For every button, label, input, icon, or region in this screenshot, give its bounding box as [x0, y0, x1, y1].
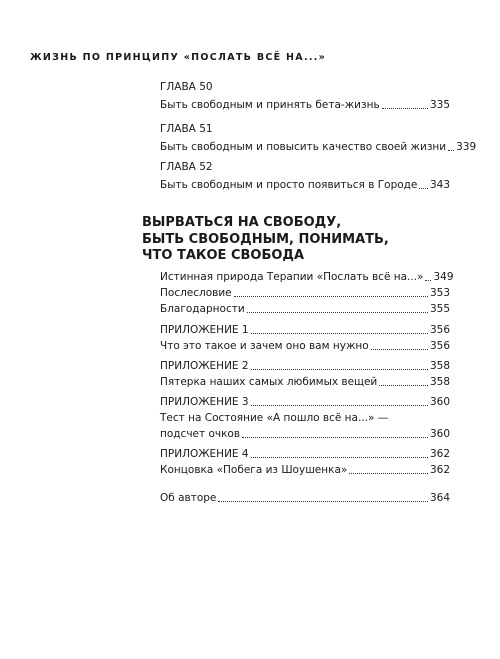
toc-entry-text: Благодарности — [160, 303, 245, 315]
toc-entry-text: Быть свободным и просто появиться в Городе — [160, 179, 418, 191]
page-number: 360 — [429, 428, 450, 440]
toc-entry[interactable] — [160, 445, 450, 461]
toc-entry-text: подсчет очков — [160, 428, 241, 440]
page-number: 339 — [456, 141, 477, 153]
toc-entry[interactable] — [160, 393, 450, 409]
toc-entry-text: Концовка «Побега из Шоушенка» — [160, 464, 348, 476]
part-title-line: БЫТЬ СВОБОДНЫМ, ПОНИМАТЬ, — [142, 231, 389, 247]
toc-about — [160, 489, 450, 505]
appendix-title: ПРИЛОЖЕНИЕ 3 — [160, 396, 249, 408]
toc-entry-text: Послесловие — [160, 287, 232, 299]
page-number: 358 — [429, 360, 450, 372]
page-number: 343 — [429, 179, 450, 191]
toc-entry[interactable] — [160, 284, 450, 300]
dot-leader — [379, 385, 428, 386]
toc-entry-text: Об авторе — [160, 492, 217, 504]
dot-leader — [218, 501, 428, 502]
appendix-title: ПРИЛОЖЕНИЕ 1 — [160, 324, 249, 336]
toc-entry[interactable] — [160, 176, 450, 192]
toc-entry-line[interactable] — [160, 409, 450, 425]
page-number: 356 — [429, 324, 450, 336]
dot-leader — [448, 150, 454, 151]
toc-part-items — [160, 268, 454, 316]
dot-leader — [251, 369, 428, 370]
part-title-line: ВЫРВАТЬСЯ НА СВОБОДУ, — [142, 215, 342, 230]
page-number: 356 — [429, 340, 450, 352]
toc-entry[interactable] — [160, 138, 477, 154]
toc-entry[interactable] — [160, 321, 450, 337]
toc-entry-text: Быть свободным и принять бета-жизнь — [160, 99, 380, 111]
page-number: 355 — [429, 303, 450, 315]
toc-appendix-2 — [160, 357, 450, 389]
toc-entry-text: Истинная природа Терапии «Послать всё на...» — [160, 271, 424, 283]
toc-entry[interactable] — [160, 489, 450, 505]
page-number: 364 — [429, 492, 450, 504]
toc-chapter-51 — [160, 123, 477, 154]
appendix-title: ПРИЛОЖЕНИЕ 2 — [160, 360, 249, 372]
toc-entry-text: Тест на Состояние «А пошло всё на...» — — [160, 412, 389, 424]
toc-entry[interactable] — [160, 373, 450, 389]
page-number: 362 — [429, 464, 450, 476]
page-number: 335 — [429, 99, 450, 111]
toc-entry[interactable] — [160, 461, 450, 477]
page-number: 362 — [429, 448, 450, 460]
part-title — [142, 215, 472, 265]
dot-leader — [382, 108, 428, 109]
dot-leader — [242, 437, 428, 438]
running-head: ЖИЗНЬ ПО ПРИНЦИПУ «ПОСЛАТЬ ВСЁ НА...» — [30, 52, 327, 63]
dot-leader — [251, 333, 428, 334]
toc-entry[interactable] — [160, 337, 450, 353]
part-title-line: ЧТО ТАКОЕ СВОБОДА — [142, 248, 305, 263]
toc-appendix-1 — [160, 321, 450, 353]
page-number: 358 — [429, 376, 450, 388]
toc-entry[interactable] — [160, 96, 450, 112]
dot-leader — [247, 312, 428, 313]
toc-entry[interactable] — [160, 300, 450, 316]
toc-entry-text: Что это такое и зачем оно вам нужно — [160, 340, 369, 352]
dot-leader — [419, 188, 428, 189]
appendix-title: ПРИЛОЖЕНИЕ 4 — [160, 448, 249, 460]
page-number: 349 — [433, 271, 454, 283]
toc-appendix-4 — [160, 445, 450, 477]
toc-chapter-50 — [160, 81, 450, 112]
dot-leader — [234, 296, 428, 297]
toc-entry[interactable] — [160, 425, 450, 441]
dot-leader — [251, 457, 428, 458]
toc-entry[interactable] — [160, 357, 450, 373]
chapter-title: ГЛАВА 51 — [160, 123, 213, 135]
toc-entry-text: Быть свободным и повысить качество своей жизни — [160, 141, 447, 153]
dot-leader — [425, 280, 431, 281]
page-number: 353 — [429, 287, 450, 299]
dot-leader — [349, 473, 428, 474]
dot-leader — [371, 349, 428, 350]
page-number: 360 — [429, 396, 450, 408]
chapter-title: ГЛАВА 52 — [160, 161, 213, 173]
toc-entry[interactable] — [160, 268, 454, 284]
toc-chapter-52 — [160, 161, 450, 192]
toc-appendix-3 — [160, 393, 450, 441]
chapter-title: ГЛАВА 50 — [160, 81, 213, 93]
toc-entry-text: Пятерка наших самых любимых вещей — [160, 376, 378, 388]
dot-leader — [251, 405, 428, 406]
